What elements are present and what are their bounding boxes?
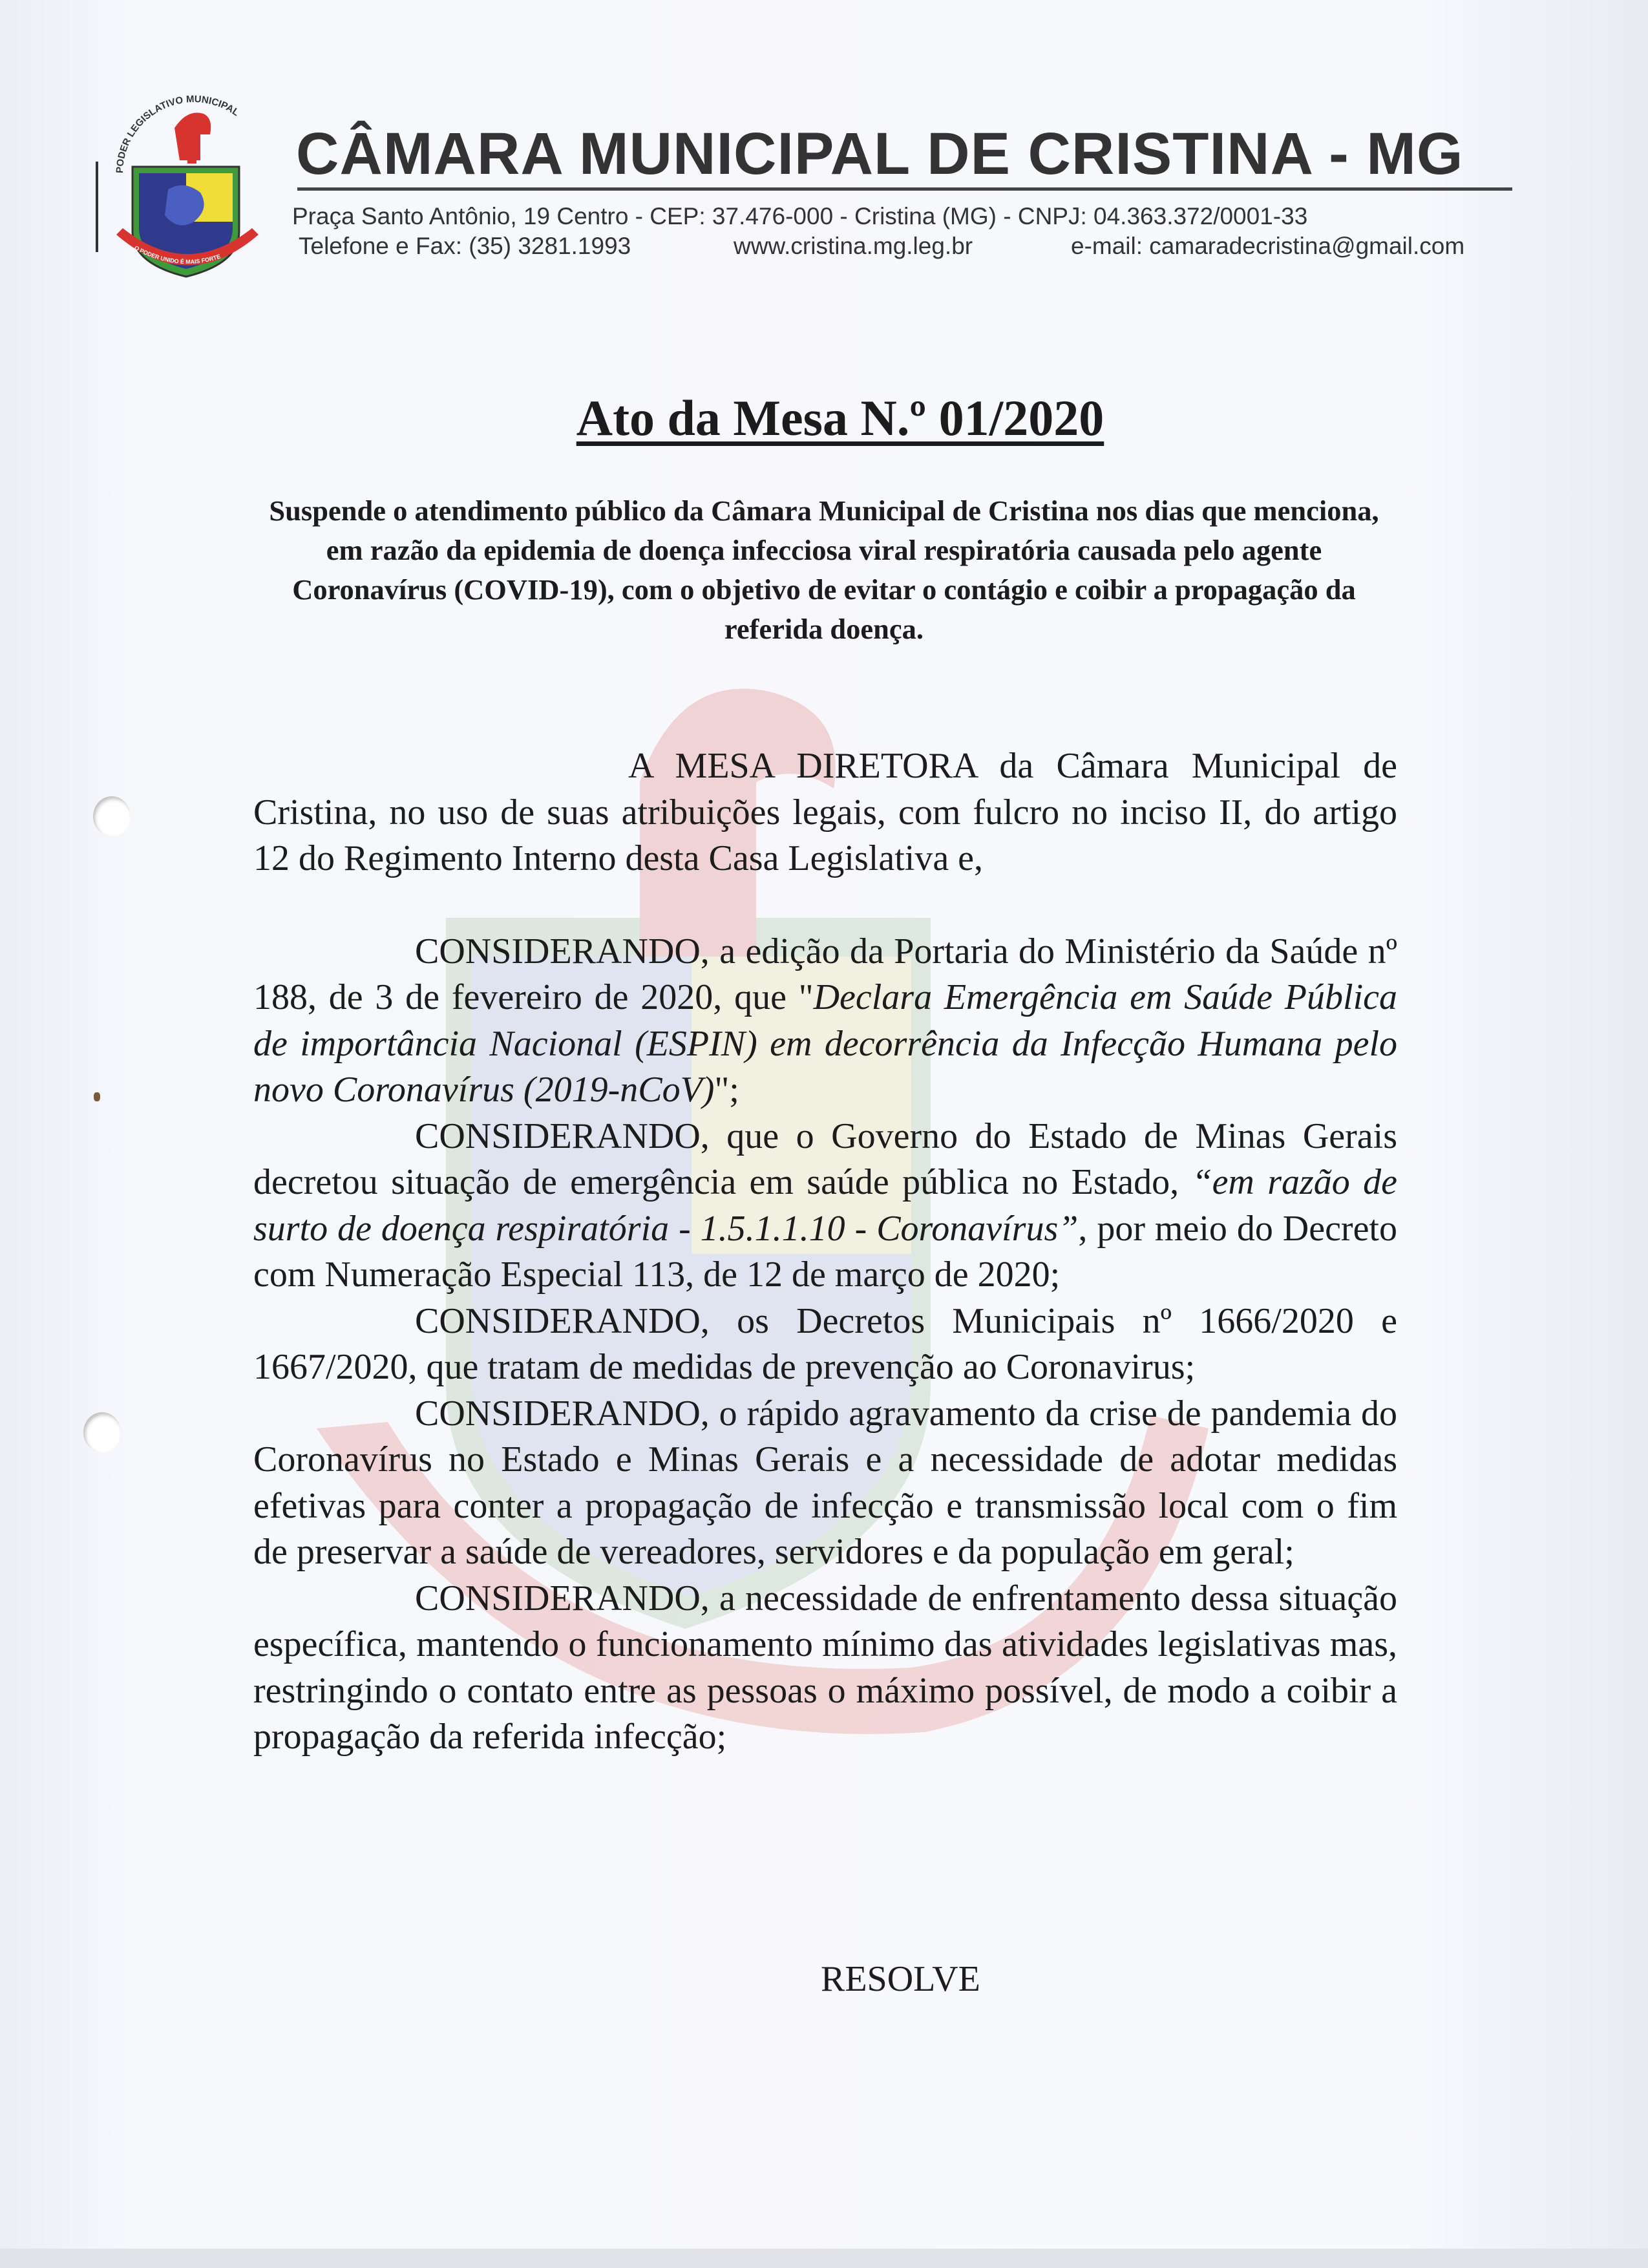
municipal-seal-logo	[97, 70, 278, 296]
seal-ribbon-text: O PODER UNIDO É MAIS FORTE	[133, 244, 222, 266]
document-title	[0, 389, 1648, 447]
intro-paragraph: A MESA DIRETORA da Câmara Municipal de Cristina, no uso de suas atribuições legais, com fulcro no inciso II, do artigo 12 do Regimento Interno desta Casa Legislativa e,	[253, 746, 1397, 878]
document-title-text: Ato da Mesa N.º 01/2020	[576, 390, 1104, 446]
institution-title: CÂMARA MUNICIPAL DE CRISTINA - MG	[296, 121, 1464, 187]
email-link[interactable]: e-mail: camaradecristina@gmail.com	[1071, 233, 1465, 259]
punch-hole	[83, 1412, 121, 1452]
considerando-5-lead: CONSIDERANDO, a necessidade de enfrentamento dessa situação específica, mantendo o funcionamento mínimo das atividades legislativas mas, restringindo o contato entre as pessoas o máximo possível, de modo a coibir a propagação da referida infecção;	[253, 1578, 1397, 1757]
resolve-heading: RESOLVE	[821, 1959, 980, 1999]
considerando-3	[253, 1298, 1397, 1391]
considerando-2-lead: CONSIDERANDO, que o Governo do Estado de Minas Gerais decretou situação de emergência em saúde pública no Estado,	[253, 1116, 1397, 1202]
scan-bottom-edge	[0, 2249, 1648, 2268]
considerando-5	[253, 1576, 1397, 1761]
phone-line: Telefone e Fax: (35) 3281.1993	[299, 233, 631, 259]
scan-speck	[94, 1092, 100, 1101]
considerando-3-lead: CONSIDERANDO, os Decretos Municipais nº 1666/2020 e 1667/2020, que tratam de medidas de prevenção ao Coronavirus;	[253, 1300, 1397, 1387]
address-line: Praça Santo Antônio, 19 Centro - CEP: 37.476-000 - Cristina (MG) - CNPJ: 04.363.372/0001-33	[292, 203, 1308, 229]
considerando-1-quote: Declara Emergência em Saúde Pública de importância Nacional (ESPIN) em decorrência da Infecção Humana pelo novo Coronavírus (2019-nCoV)	[253, 977, 1397, 1110]
considerando-1-lead: CONSIDERANDO, a edição da Portaria do Ministério da Saúde nº 188, de 3 de fevereiro de 2020, que "	[253, 931, 1397, 1017]
considerando-1	[253, 929, 1397, 1114]
considerando-1-tail: ";	[714, 1070, 739, 1110]
considerando-2-tail: , por meio do Decreto com Numeração Especial 113, de 12 de março de 2020;	[253, 1208, 1397, 1295]
considerando-2	[253, 1114, 1397, 1298]
seal-top-text: PODER LEGISLATIVO MUNICIPAL	[114, 93, 242, 174]
website-link[interactable]: www.cristina.mg.leg.br	[734, 233, 973, 259]
document-summary: Suspende o atendimento público da Câmara Municipal de Cristina nos dias que menciona, em razão da epidemia de doença infecciosa viral respiratória causada pelo agente Coronavírus (COVID-19), com o objetivo de evitar o contágio e coibir a propagação da referida doença.	[269, 494, 1379, 645]
considerando-2-quote: “em razão de surto de doença respiratória - 1.5.1.1.10 - Coronavírus”	[253, 1162, 1397, 1249]
considerando-4	[253, 1391, 1397, 1576]
title-underline	[297, 187, 1512, 191]
considerando-4-lead: CONSIDERANDO, o rápido agravamento da crise de pandemia do Coronavírus no Estado e Minas Gerais e a necessidade de adotar medidas efetivas para conter a propagação de infecção e transmissão local com o fim de preservar a saúde de vereadores, servidores e da população em geral;	[253, 1393, 1397, 1572]
document-body	[253, 743, 1397, 1761]
seal-divider	[96, 162, 98, 252]
punch-hole	[93, 796, 131, 836]
